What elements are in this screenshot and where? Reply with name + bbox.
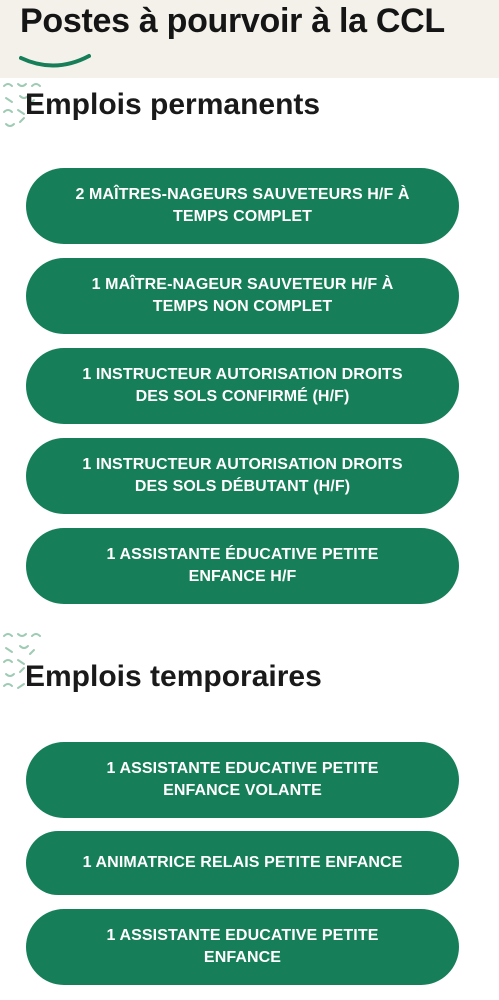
- job-offer-button[interactable]: [26, 168, 459, 244]
- section-emplois-temporaires: [0, 628, 499, 1000]
- job-offer-label: 1 INSTRUCTEUR AUTORISATION DROITS DES SOLS CONFIRMÉ (H/F): [82, 366, 403, 405]
- job-offer-label: 1 ASSISTANTE ÉDUCATIVE PETITE ENFANCE H/F: [106, 546, 379, 585]
- job-offer-label: 1 ASSISTANTE EDUCATIVE PETITE ENFANCE VOLANTE: [106, 760, 379, 799]
- job-offer-label: 1 INSTRUCTEUR AUTORISATION DROITS DES SOLS DÉBUTANT (H/F): [82, 456, 403, 495]
- job-offer-button[interactable]: [26, 528, 459, 604]
- job-offer-button[interactable]: [26, 438, 459, 514]
- page-header: [0, 0, 499, 78]
- job-offer-label: 1 ASSISTANTE EDUCATIVE PETITE ENFANCE: [106, 927, 379, 966]
- job-offer-button[interactable]: [26, 742, 459, 818]
- job-offer-label: 2 MAÎTRES-NAGEURS SAUVETEURS H/F À TEMPS COMPLET: [75, 186, 410, 225]
- section-heading: Emplois temporaires: [25, 660, 322, 693]
- job-offer-button[interactable]: [26, 348, 459, 424]
- job-offer-button[interactable]: [26, 831, 459, 895]
- section-heading: Emplois permanents: [25, 88, 321, 121]
- section-emplois-permanents: [0, 78, 499, 618]
- job-offer-label: 1 ANIMATRICE RELAIS PETITE ENFANCE: [82, 854, 403, 871]
- job-offer-button[interactable]: [26, 258, 459, 334]
- page-title: Postes à pourvoir à la CCL: [20, 2, 445, 40]
- job-offer-button[interactable]: [26, 909, 459, 985]
- title-underline-swoosh: [19, 52, 91, 72]
- job-offer-label: 1 MAÎTRE-NAGEUR SAUVETEUR H/F À TEMPS NON COMPLET: [91, 276, 394, 315]
